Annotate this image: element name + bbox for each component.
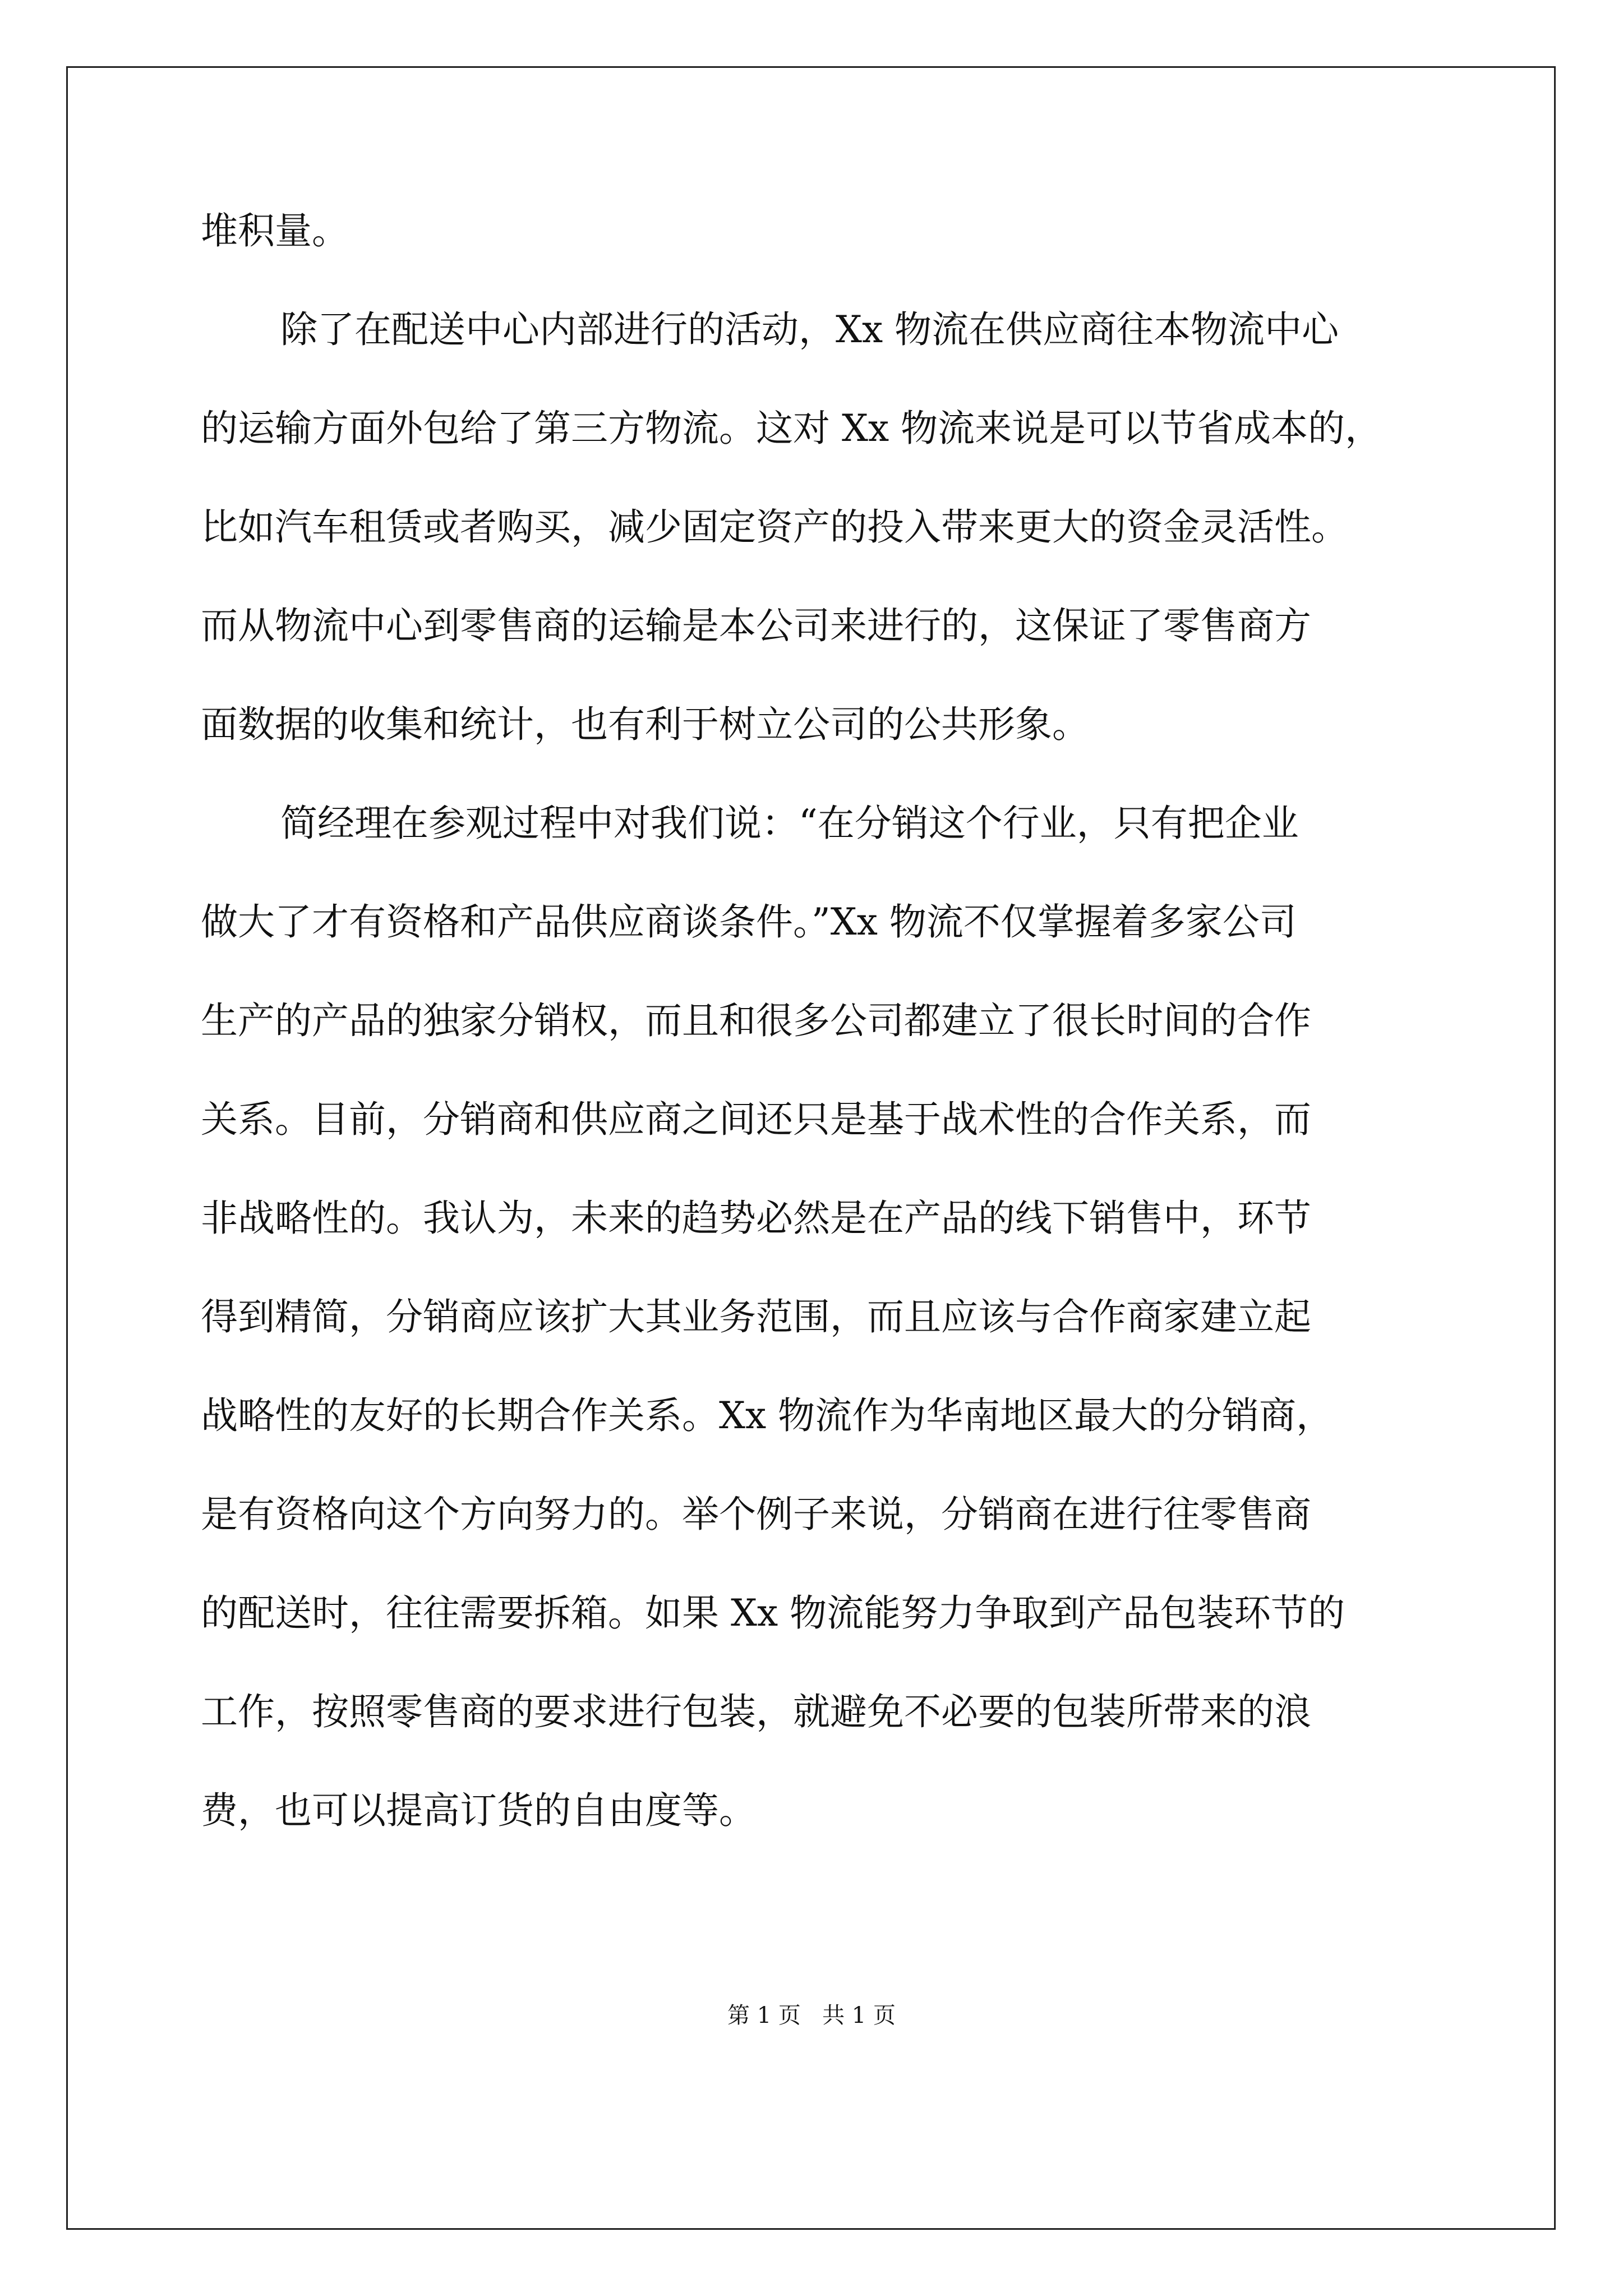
text-line-7: 简经理在参观过程中对我们说：“在分销这个行业，只有把企业 [280,802,1299,845]
text-line-11: 非战略性的。我认为，未来的趋势必然是在产品的线下销售中，环节 [201,1197,1311,1240]
text-line-9: 生产的产品的独家分销权，而且和很多公司都建立了很长时间的合作 [201,999,1311,1042]
text-line-12: 得到精简，分销商应该扩大其业务范围，而且应该与合作商家建立起 [201,1295,1311,1338]
text-line-5: 而从物流中心到零售商的运输是本公司来进行的，这保证了零售商方 [201,604,1311,647]
text-line-1: 堆积量。 [201,209,349,252]
text-line-16: 工作，按照零售商的要求进行包装，就避免不必要的包装所带来的浪 [201,1690,1311,1733]
text-line-2: 除了在配送中心内部进行的活动，Xx 物流在供应商往本物流中心 [280,308,1339,351]
page-border [66,66,1556,2230]
text-line-14: 是有资格向这个方向努力的。举个例子来说，分销商在进行往零售商 [201,1493,1311,1536]
text-line-4: 比如汽车租赁或者购买，减少固定资产的投入带来更大的资金灵活性。 [201,505,1348,549]
text-line-10: 关系。目前，分销商和供应商之间还只是基于战术性的合作关系，而 [201,1098,1311,1141]
text-line-13: 战略性的友好的长期合作关系。Xx 物流作为华南地区最大的分销商， [201,1394,1334,1437]
text-line-3: 的运输方面外包给了第三方物流。这对 Xx 物流来说是可以节省成本的， [201,407,1382,450]
text-line-6: 面数据的收集和统计，也有利于树立公司的公共形象。 [201,703,1089,746]
text-line-8: 做大了才有资格和产品供应商谈条件。”Xx 物流不仅掌握着多家公司 [201,900,1297,944]
text-line-17: 费，也可以提高订货的自由度等。 [201,1789,756,1832]
text-line-15: 的配送时，往往需要拆箱。如果 Xx 物流能努力争取到产品包装环节的 [201,1591,1345,1635]
page-footer: 第 1 页 共 1 页 [727,2003,896,2028]
